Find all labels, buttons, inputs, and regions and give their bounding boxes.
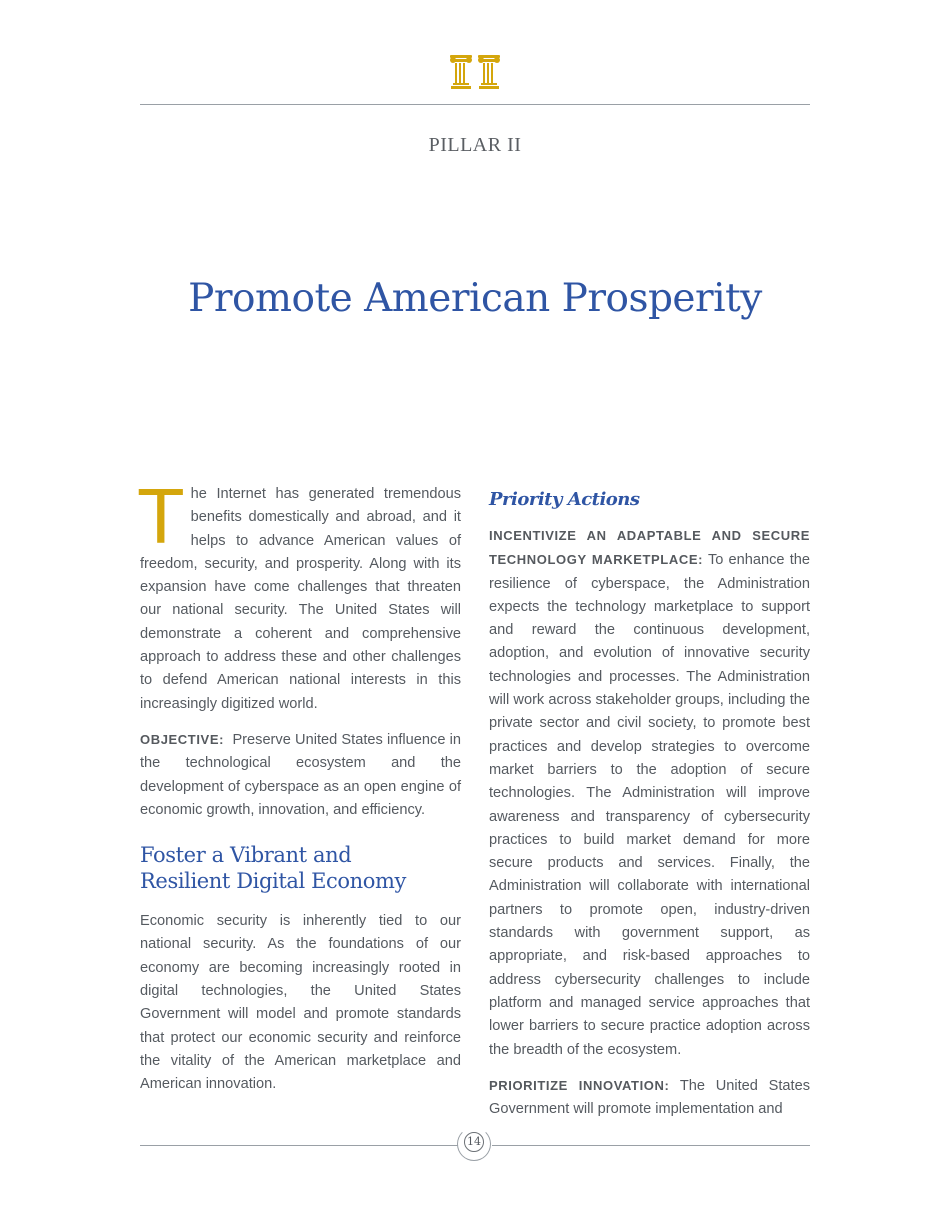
objective-paragraph — [140, 728, 461, 822]
section-heading — [140, 842, 461, 894]
pillar-columns-icon — [448, 54, 502, 90]
right-column — [489, 486, 810, 1121]
intro-text: he Internet has generated tremendous benefits domestically and abroad, and it helps to advance American values of freedom, security, and prosperity. Along with its expansion have come challenges that threaten our national security. The United States will demonstrate a coherent and comprehensive approach to address these and other challenges to defend American national interests in this increasingly digitized world. — [140, 486, 461, 712]
priority-action-label: PRIORITIZE INNOVATION: — [489, 1077, 670, 1093]
objective-text: Preserve United States influence in the technological ecosystem and the development of cyberspace as an open engine of economic growth, innovation, and efficiency. — [140, 731, 462, 818]
intro-paragraph — [137, 472, 461, 716]
header-divider — [140, 104, 810, 105]
priority-action-item — [489, 1074, 810, 1122]
footer-divider-left — [140, 1145, 458, 1146]
priority-action-text: The United States Government will promote implementation and — [489, 1077, 810, 1118]
pillar-label: PILLAR II — [428, 134, 522, 156]
left-column — [137, 472, 462, 1097]
page-number: 14 — [464, 1132, 484, 1152]
section-heading-line1: Foster a Vibrant and — [140, 843, 352, 868]
priority-actions-heading: Priority Actions — [489, 489, 640, 510]
objective-label: OBJECTIVE: — [140, 731, 225, 747]
priority-action-item — [489, 524, 810, 1062]
drop-cap: T — [137, 472, 185, 560]
section-body: Economic security is inherently tied to our national security. As the foundations of our economy are becoming increasingly rooted in digital technologies, the United States Government will model and promote standards that protect our economic security and reinforce the vitality of the American marketplace and American innovation. — [140, 913, 461, 1093]
page-title: Promote American Prosperity — [188, 276, 762, 321]
priority-action-text: To enhance the resilience of cyberspace, the Administration expects the technology marketplace to support and reward the continuous development, adoption, and evolution of innovative security technologies and processes. The Administration will work across stakeholder groups, including the private sector and civil society, to promote best practices and develop strategies to overcome market barriers to the adoption of secure technologies. The Administration will improve awareness and transparency of cybersecurity practices to build market demand for more secure products and services. Finally, the Administration will collaborate with international partners to promote open, industry-driven standards with government support, as appropriate, and risk-based approaches to address cybersecurity challenges to include platform and managed service approaches that lower barriers to secure practice adoption across the breadth of the ecosystem. — [489, 552, 810, 1058]
section-heading-line2: Resilient Digital Economy — [140, 869, 406, 894]
priority-action-label: INCENTIVIZE AN ADAPTABLE AND SECURE TECHNOLOGY MARKETPLACE: — [489, 528, 810, 568]
footer-divider-right — [492, 1145, 810, 1146]
